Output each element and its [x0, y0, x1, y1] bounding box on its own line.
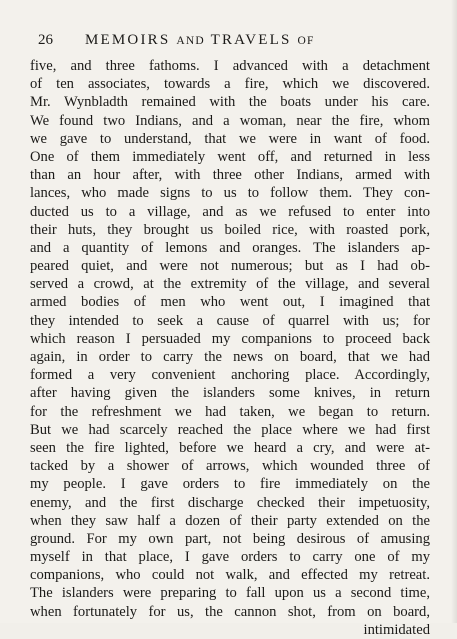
text-line: when they saw half a dozen of their party extended on the [30, 512, 430, 529]
page-edge-shadow [451, 0, 457, 623]
text-line: than an hour after, with three other Indians, armed with [30, 167, 430, 184]
running-title-and: AND [176, 35, 205, 47]
text-line: tacked by a shower of arrows, which wounded three of [30, 458, 430, 475]
text-line: five, and three fathoms. I advanced with a detachment [30, 58, 430, 74]
text-line: my people. I gave orders to fire immediately on the [30, 476, 430, 493]
text-line: served a crowd, at the extremity of the village, and several [30, 276, 430, 293]
text-line: for the refreshment we had taken, we began to return. [30, 403, 430, 420]
text-line: lances, who made signs to us to follow them. They con- [30, 185, 430, 202]
text-line: We found two Indians, and a woman, near the fire, whom [30, 112, 430, 129]
text-line: But we had scarcely reached the place where we had first [30, 421, 430, 438]
running-title [85, 30, 315, 51]
running-title-travels: TRAVELS [210, 32, 292, 48]
text-line: myself in that place, I gave orders to carry one of my [30, 549, 430, 566]
text-line: again, in order to carry the news on board, that we had [30, 349, 430, 365]
text-line: The islanders were preparing to fall upon us a second time, [30, 585, 430, 602]
text-line: after having given the islanders some knives, in return [30, 385, 430, 402]
text-line: armed bodies of men who went out, I imagined that [30, 294, 430, 311]
text-line: of ten associates, towards a fire, which we discovered. [30, 76, 430, 93]
text-line: companions, who could not walk, and effected my retreat. [30, 567, 430, 584]
text-line: One of them immediately went off, and returned in less [30, 148, 430, 165]
running-title-of: OF [297, 35, 315, 47]
text-line: they intended to seek a cause of quarrel with us; for [30, 312, 430, 329]
text-line: which reason I persuaded my companions to proceed back [30, 330, 430, 347]
page-number: 26 [38, 32, 53, 48]
catchword: intimidated [363, 621, 430, 638]
text-line: their huts, they brought us boiled rice, with roasted pork, [30, 221, 430, 238]
text-line: enemy, and the first discharge checked their impetuosity, [30, 494, 430, 511]
text-line: ducted us to a village, and as we refused to enter into [30, 203, 430, 220]
body-text [30, 57, 430, 639]
text-line: Mr. Wynbladth remained with the boats under his care. [30, 94, 430, 111]
text-line: peared quiet, and were not numerous; but as I had ob- [30, 258, 430, 275]
text-line: ground. For my own part, not being desirous of amusing [30, 530, 430, 547]
text-line: seen the fire lighted, before we heard a cry, and were at- [30, 439, 430, 456]
running-head [38, 30, 438, 50]
text-line: formed a very convenient anchoring place. Accordingly, [30, 367, 430, 384]
text-line: when fortunately for us, the cannon shot, from on board, [30, 603, 430, 620]
running-title-memoirs: MEMOIRS [85, 32, 171, 48]
text-line: we gave to understand, that we were in want of food. [30, 130, 430, 147]
text-line: and a quantity of lemons and oranges. The islanders ap- [30, 239, 430, 256]
